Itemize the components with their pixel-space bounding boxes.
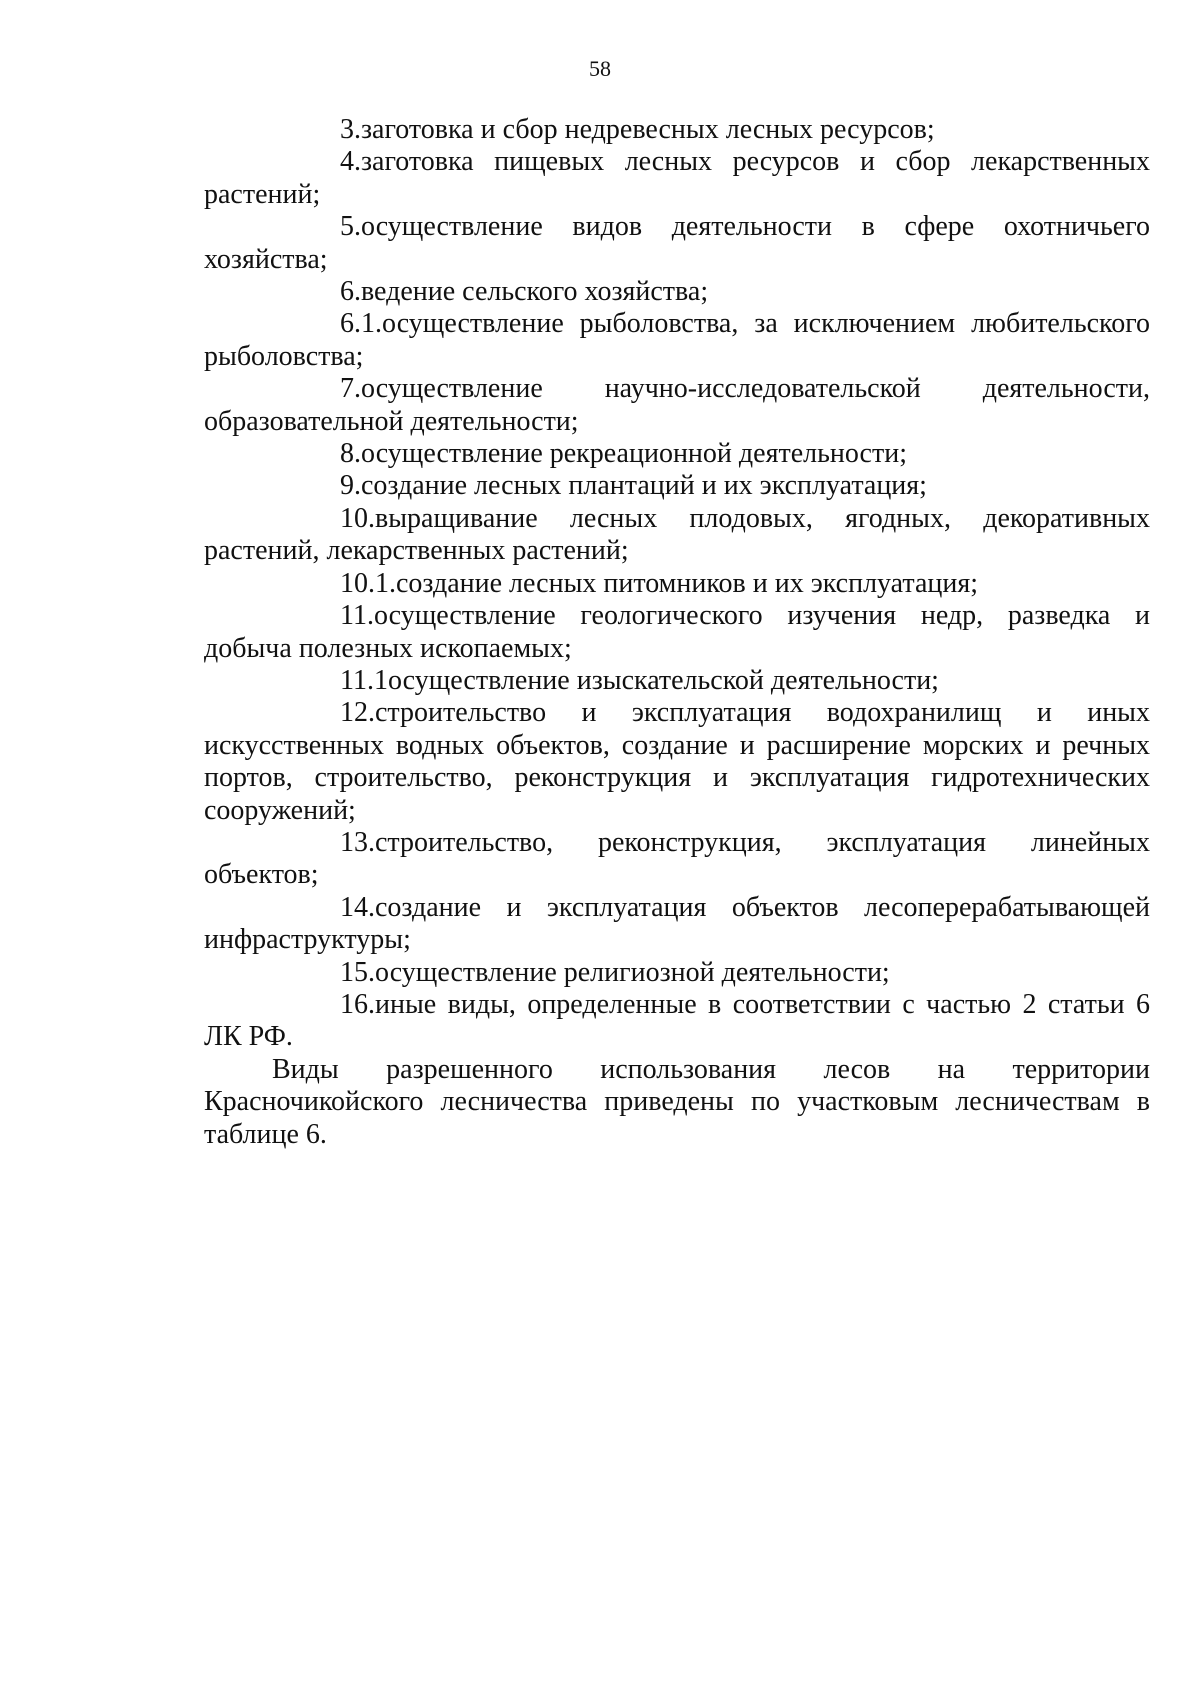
page-number: 58 bbox=[589, 56, 611, 81]
item-text: осуществление научно-исследовательской деятельности, образовательной деятельности; bbox=[204, 373, 1150, 437]
item-text: заготовка пищевых лесных ресурсов и сбор лекарственных растений; bbox=[204, 146, 1150, 210]
item-text: создание лесных питомников и их эксплуатация; bbox=[396, 567, 979, 599]
list-item bbox=[204, 470, 1150, 502]
list-item bbox=[204, 114, 1150, 146]
item-number: 13. bbox=[340, 826, 375, 858]
item-number: 10. bbox=[340, 502, 375, 534]
item-number: 15. bbox=[340, 956, 375, 988]
list-item bbox=[204, 568, 1150, 600]
list-item bbox=[204, 989, 1150, 1054]
list-item bbox=[204, 308, 1150, 373]
list-item bbox=[204, 276, 1150, 308]
list-item bbox=[204, 146, 1150, 211]
list-item bbox=[204, 438, 1150, 470]
list-item bbox=[204, 373, 1150, 438]
item-text: осуществление видов деятельности в сфере охотничьего хозяйства; bbox=[204, 211, 1150, 275]
item-text: создание и эксплуатация объектов лесоперерабатывающей инфраструктуры; bbox=[204, 891, 1150, 956]
item-text: строительство, реконструкция, эксплуатация линейных объектов; bbox=[204, 826, 1150, 891]
item-text: ведение сельского хозяйства; bbox=[361, 276, 709, 308]
item-text: выращивание лесных плодовых, ягодных, декоративных растений, лекарственных растений; bbox=[204, 502, 1150, 567]
item-number: 12. bbox=[340, 697, 375, 729]
item-number: 8. bbox=[340, 438, 361, 470]
item-text: создание лесных плантаций и их эксплуатация; bbox=[361, 470, 927, 502]
item-number: 4. bbox=[340, 146, 361, 178]
item-number: 3. bbox=[340, 114, 361, 145]
list-item bbox=[204, 503, 1150, 568]
item-text: осуществление геологического изучения недр, разведка и добыча полезных ископаемых; bbox=[204, 600, 1150, 664]
item-number: 7. bbox=[340, 373, 361, 405]
item-text: строительство и эксплуатация водохранилищ и иных искусственных водных объектов, создание и расширение морских и речных портов, строительство, реконструкция и эксплуатация гидротехнических сооружений; bbox=[204, 697, 1150, 826]
item-number: 9. bbox=[340, 470, 361, 502]
list-item bbox=[204, 665, 1150, 697]
item-number: 11. bbox=[340, 600, 374, 632]
item-text: заготовка и сбор недревесных лесных ресурсов; bbox=[361, 114, 935, 145]
item-number: 6. bbox=[340, 276, 361, 308]
item-text: иные виды, определенные в соответствии с частью 2 статьи 6 ЛК РФ. bbox=[204, 988, 1150, 1053]
item-text: осуществление рекреационной деятельности; bbox=[361, 438, 907, 470]
list-item bbox=[204, 211, 1150, 276]
item-text: осуществление изыскательской деятельности; bbox=[387, 664, 939, 696]
item-number: 6.1. bbox=[340, 308, 382, 340]
item-number: 5. bbox=[340, 211, 361, 243]
item-text: осуществление религиозной деятельности; bbox=[375, 956, 890, 988]
list-item bbox=[204, 600, 1150, 665]
closing-paragraph: Виды разрешенного использования лесов на территории Красночикойского лесничества приведены по участковым лесничествам в таблице 6. bbox=[204, 1053, 1150, 1150]
list-item bbox=[204, 892, 1150, 957]
list-item bbox=[204, 827, 1150, 892]
document-body bbox=[204, 114, 1150, 1151]
item-number: 10.1. bbox=[340, 567, 396, 599]
item-number: 16. bbox=[340, 988, 375, 1020]
item-number: 11.1 bbox=[340, 664, 388, 696]
item-number: 14. bbox=[340, 891, 375, 923]
list-item bbox=[204, 697, 1150, 827]
item-text: осуществление рыболовства, за исключением любительского рыболовства; bbox=[204, 308, 1150, 372]
list-item bbox=[204, 957, 1150, 989]
